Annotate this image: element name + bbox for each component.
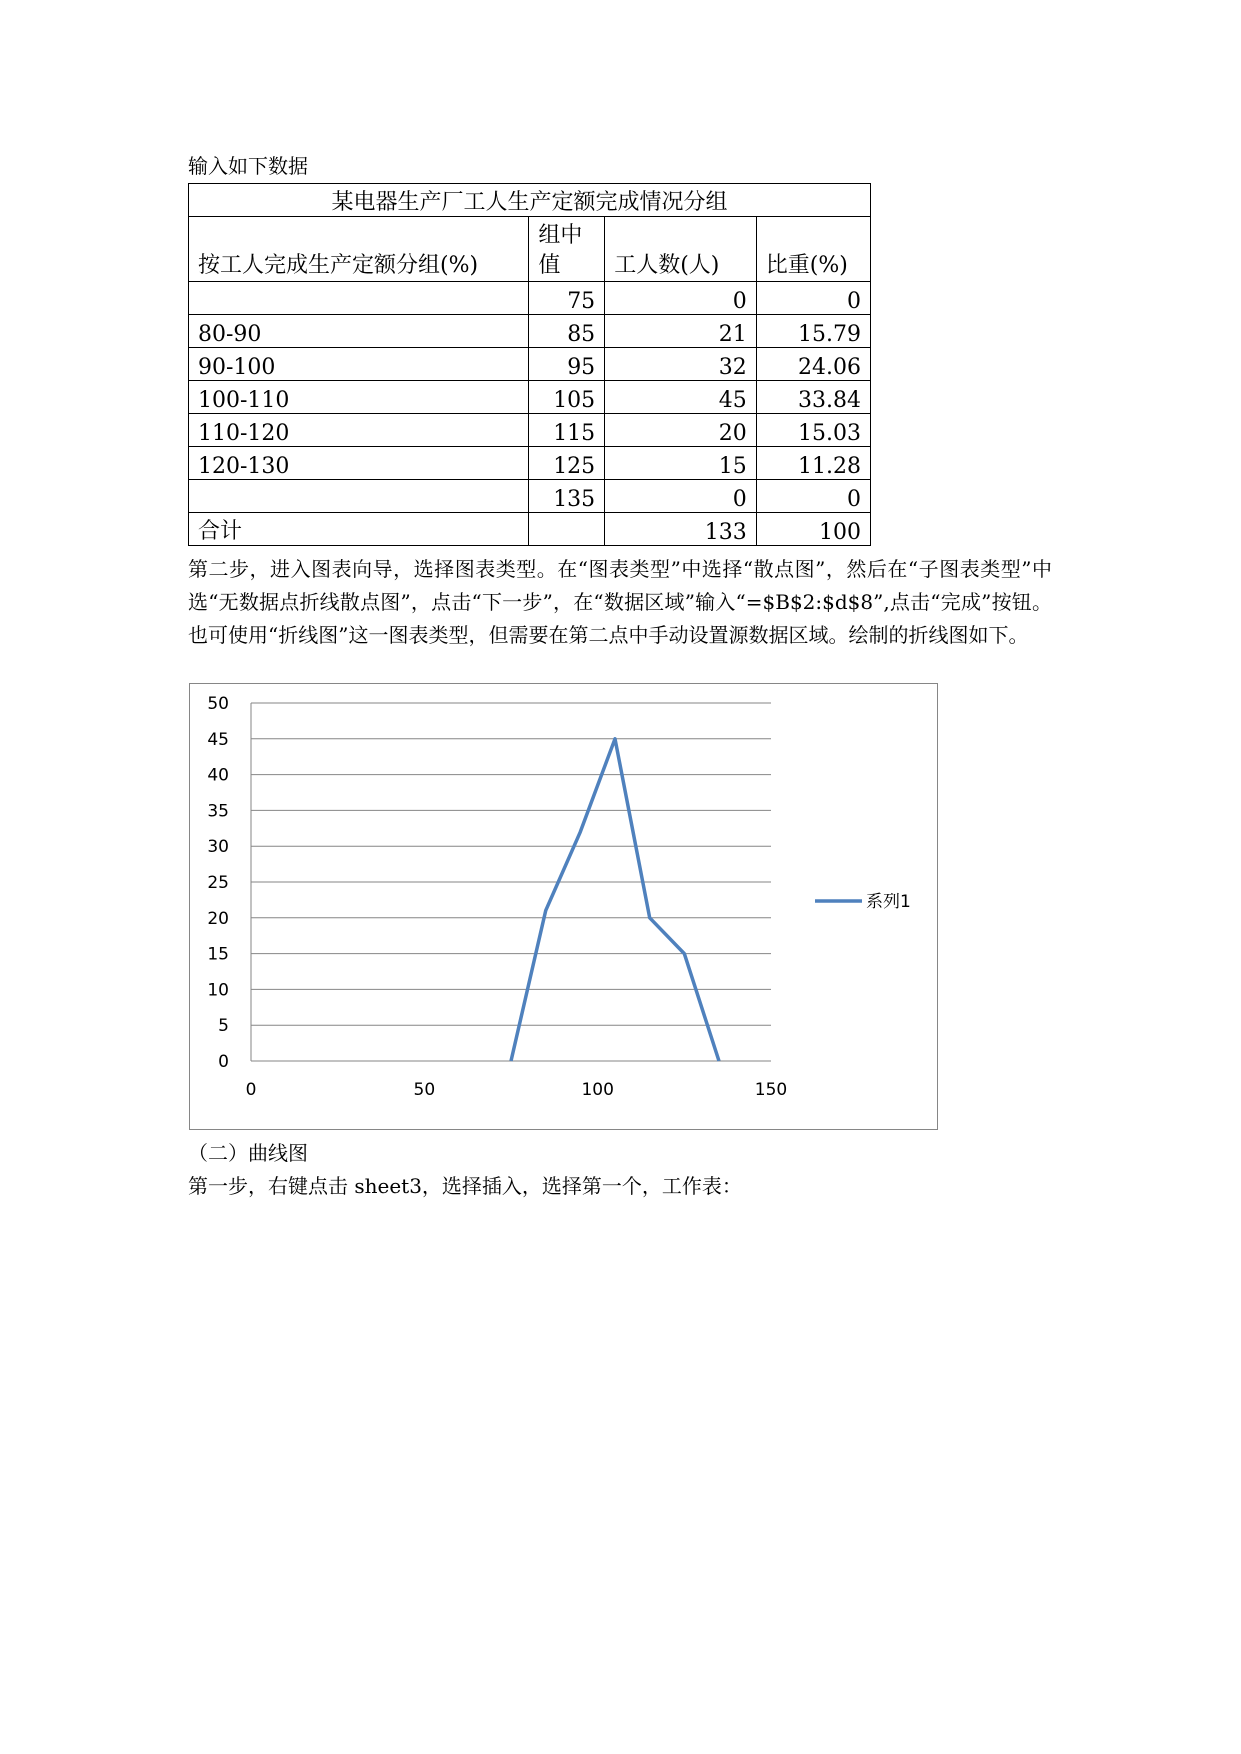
y-tick-label: 10 <box>207 980 229 1001</box>
cell-group: 90-100 <box>189 348 529 381</box>
cell-ratio: 11.28 <box>756 447 870 480</box>
cell-midpoint: 125 <box>529 447 605 480</box>
cell-ratio: 15.03 <box>756 414 870 447</box>
y-tick-label: 45 <box>207 729 229 750</box>
table-title: 某电器生产厂工人生产定额完成情况分组 <box>189 184 871 217</box>
header-workers: 工人数(人) <box>605 217 757 282</box>
cell-ratio: 24.06 <box>756 348 870 381</box>
table-row <box>189 381 871 414</box>
intro-text: 输入如下数据 <box>188 154 308 178</box>
cell-workers: 20 <box>605 414 757 447</box>
table-row <box>189 315 871 348</box>
cell-ratio: 15.79 <box>756 315 870 348</box>
line-chart <box>189 683 938 1130</box>
cell-workers: 21 <box>605 315 757 348</box>
y-tick-label: 5 <box>218 1016 229 1037</box>
cell-workers: 0 <box>605 480 757 513</box>
y-tick-label: 20 <box>207 908 229 929</box>
step2-paragraph: 第二步，进入图表向导，选择图表类型。在“图表类型”中选择“散点图”，然后在“子图表类型”中选“无数据点折线散点图”，点击“下一步”，在“数据区域”输入“=$B$2:$d$8”,点击“完成”按钮。也可使用“折线图”这一图表类型，但需要在第二点中手动设置源数据区域。绘制的折线图如下。 <box>188 557 1052 647</box>
table-row <box>189 480 871 513</box>
cell-midpoint: 115 <box>529 414 605 447</box>
cell-group <box>189 282 529 315</box>
y-tick-label: 15 <box>207 944 229 965</box>
table-row <box>189 414 871 447</box>
cell-total-workers: 133 <box>605 513 757 546</box>
header-midpoint: 组中值 <box>529 217 605 282</box>
cell-workers: 45 <box>605 381 757 414</box>
chart-border <box>190 684 938 1130</box>
cell-ratio: 0 <box>756 480 870 513</box>
table-row <box>189 282 871 315</box>
cell-group: 120-130 <box>189 447 529 480</box>
cell-ratio: 33.84 <box>756 381 870 414</box>
cell-group: 100-110 <box>189 381 529 414</box>
cell-midpoint: 95 <box>529 348 605 381</box>
table-header-row <box>189 217 871 282</box>
y-tick-label: 35 <box>207 801 229 822</box>
cell-total-label: 合计 <box>189 513 529 546</box>
cell-group: 80-90 <box>189 315 529 348</box>
header-ratio: 比重(%) <box>756 217 870 282</box>
cell-total-ratio: 100 <box>756 513 870 546</box>
cell-midpoint: 105 <box>529 381 605 414</box>
x-tick-label: 50 <box>413 1080 436 1100</box>
table-total-row <box>189 513 871 546</box>
y-tick-label: 0 <box>218 1052 229 1072</box>
y-tick-label: 50 <box>207 694 229 714</box>
cell-midpoint: 75 <box>529 282 605 315</box>
data-table <box>188 183 871 546</box>
cell-midpoint: 135 <box>529 480 605 513</box>
y-tick-label: 30 <box>207 837 229 858</box>
y-tick-label: 40 <box>207 765 229 786</box>
cell-midpoint <box>529 513 605 546</box>
y-tick-label: 25 <box>207 873 229 893</box>
cell-group <box>189 480 529 513</box>
cell-workers: 32 <box>605 348 757 381</box>
table-row <box>189 447 871 480</box>
header-group: 按工人完成生产定额分组(%) <box>189 217 529 282</box>
cell-workers: 0 <box>605 282 757 315</box>
x-tick-label: 150 <box>754 1080 788 1100</box>
step1-paragraph: 第一步，右键点击 sheet3，选择插入，选择第一个，工作表： <box>188 1174 742 1198</box>
cell-group: 110-120 <box>189 414 529 447</box>
legend-label: 系列1 <box>866 892 911 912</box>
cell-midpoint: 85 <box>529 315 605 348</box>
cell-workers: 15 <box>605 447 757 480</box>
x-tick-label: 0 <box>245 1080 257 1100</box>
table-row <box>189 348 871 381</box>
section2-heading: （二）曲线图 <box>188 1141 308 1165</box>
x-tick-label: 100 <box>581 1080 614 1100</box>
cell-ratio: 0 <box>756 282 870 315</box>
